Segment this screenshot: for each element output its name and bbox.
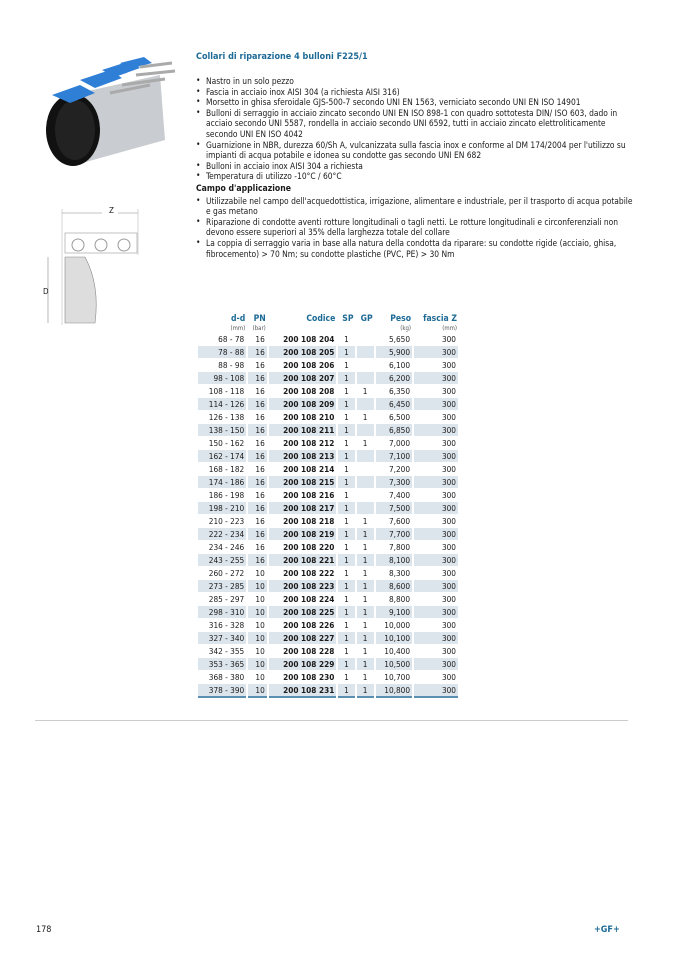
cell-codice: 200 108 231 — [269, 684, 337, 698]
table-row — [198, 372, 458, 384]
cell-gp: 1 — [357, 554, 374, 566]
cell-codice: 200 108 215 — [269, 476, 337, 488]
cell-fascia-z: 300 — [414, 554, 458, 566]
table-row — [198, 476, 458, 488]
cell-fascia-z: 300 — [441, 594, 456, 604]
cell-fascia-z: 300 — [441, 360, 456, 370]
cell-codice: 200 108 220 — [283, 542, 335, 552]
cell-peso: 5,900 — [376, 346, 412, 358]
cell-sp: 1 — [344, 412, 349, 422]
col-header-codice: Codice — [306, 314, 336, 324]
table-row — [198, 645, 458, 657]
cell-fascia-z: 300 — [414, 606, 458, 618]
table-row — [198, 593, 458, 605]
table-row — [198, 632, 458, 644]
col-header-gp: GP — [360, 314, 373, 324]
cell-gp: 1 — [357, 528, 374, 540]
cell-codice: 200 108 226 — [283, 620, 335, 630]
cell-sp: 1 — [338, 346, 354, 358]
cell-peso: 10,100 — [376, 632, 412, 644]
cell-dd: 162 - 174 — [198, 450, 246, 462]
cell-sp: 1 — [338, 632, 354, 644]
cell-codice: 200 108 208 — [283, 386, 335, 396]
table-row — [198, 671, 458, 683]
cell-pn: 10 — [255, 620, 265, 630]
cell-dd: 186 - 198 — [208, 490, 245, 500]
cell-pn: 16 — [248, 502, 267, 514]
cell-peso: 8,300 — [388, 568, 411, 578]
cell-fascia-z: 300 — [441, 516, 456, 526]
cell-pn: 16 — [255, 542, 265, 552]
cell-gp — [357, 489, 374, 501]
cell-dd: 260 - 272 — [208, 568, 245, 578]
table-row — [198, 489, 458, 501]
cell-gp: 1 — [357, 580, 374, 592]
feature-item: • Guarnizione in NBR, durezza 60/Sh A, vulcanizzata sulla fascia inox e conforme al DM 174/2004 per l'utilizzo su impianti di acqua potabile e idonea su condotte gas secondo UNI EN 682 — [196, 140, 636, 161]
cell-sp: 1 — [344, 568, 349, 578]
cell-fascia-z: 300 — [441, 490, 456, 500]
cell-sp: 1 — [344, 542, 349, 552]
header-row — [198, 314, 458, 324]
cell-dd: 316 - 328 — [208, 620, 245, 630]
feature-item: • Nastro in un solo pezzo — [196, 76, 636, 87]
cell-gp — [357, 450, 374, 462]
cell-peso: 7,200 — [388, 464, 411, 474]
feature-item: • Bulloni in acciaio inox AISI 304 a richiesta — [196, 161, 636, 172]
cell-codice: 200 108 223 — [269, 580, 337, 592]
cell-gp — [357, 346, 374, 358]
cell-codice: 200 108 224 — [283, 594, 335, 604]
col-header-pn: PN — [253, 314, 266, 324]
cell-fascia-z: 300 — [441, 542, 456, 552]
table-row — [198, 450, 458, 462]
product-photo — [40, 55, 180, 175]
cell-sp: 1 — [338, 476, 354, 488]
table-row — [198, 463, 458, 475]
feature-item: • Fascia in acciaio inox AISI 304 (a richiesta AISI 316) — [196, 87, 636, 98]
table-row — [198, 424, 458, 436]
cell-pn: 16 — [255, 360, 265, 370]
cell-sp: 1 — [338, 554, 354, 566]
cell-dd: 222 - 234 — [198, 528, 246, 540]
cell-peso: 10,500 — [376, 658, 412, 670]
cell-pn: 10 — [255, 646, 265, 656]
feature-item: • Morsetto in ghisa sferoidale GJS-500-7 secondo UNI EN 1563, verniciato secondo UNI EN ISO 14901 — [196, 97, 636, 108]
cell-pn: 10 — [248, 684, 267, 698]
divider — [35, 720, 628, 721]
cell-gp — [357, 372, 374, 384]
cell-peso: 7,000 — [388, 438, 411, 448]
col-unit-dd: (mm) — [230, 325, 246, 332]
cell-gp: 1 — [362, 646, 368, 656]
cell-gp: 1 — [357, 632, 374, 644]
table-row — [198, 541, 458, 553]
col-header-peso: Peso — [390, 314, 412, 324]
cell-codice: 200 108 214 — [283, 464, 335, 474]
cell-dd: 298 - 310 — [198, 606, 246, 618]
table-row — [198, 437, 458, 449]
cell-peso: 5,650 — [388, 334, 411, 344]
dimension-z-label: Z — [109, 206, 114, 215]
cell-peso: 7,400 — [388, 490, 411, 500]
cell-fascia-z: 300 — [441, 334, 456, 344]
table-row — [198, 658, 458, 670]
cell-pn: 16 — [248, 476, 267, 488]
cell-pn: 10 — [248, 580, 267, 592]
cell-dd: 198 - 210 — [198, 502, 246, 514]
cell-gp: 1 — [362, 672, 368, 682]
table-row — [198, 359, 458, 371]
cell-dd: 210 - 223 — [208, 516, 245, 526]
cell-codice: 200 108 219 — [269, 528, 337, 540]
cell-gp: 1 — [362, 516, 368, 526]
table-row — [198, 398, 458, 410]
cell-sp: 1 — [344, 620, 349, 630]
table-row — [198, 411, 458, 423]
cell-codice: 200 108 209 — [269, 398, 337, 410]
table-row — [198, 385, 458, 397]
technical-drawing — [40, 205, 140, 325]
cell-sp: 1 — [344, 334, 349, 344]
page-number: 178 — [36, 925, 52, 935]
product-title: Collari di riparazione 4 bulloni F225/1 — [196, 52, 368, 62]
cell-peso: 7,300 — [376, 476, 412, 488]
cell-fascia-z: 300 — [414, 346, 458, 358]
col-unit-gp — [357, 325, 374, 332]
cell-fascia-z: 300 — [441, 672, 456, 682]
cell-fascia-z: 300 — [441, 386, 456, 396]
cell-fascia-z: 300 — [414, 684, 458, 698]
cell-sp: 1 — [338, 684, 354, 698]
cell-codice: 200 108 204 — [283, 334, 335, 344]
col-unit-sp — [338, 325, 354, 332]
cell-codice: 200 108 221 — [269, 554, 337, 566]
cell-dd: 98 - 108 — [198, 372, 246, 384]
cell-pn: 10 — [255, 594, 265, 604]
cell-pn: 10 — [248, 606, 267, 618]
cell-dd: 150 - 162 — [208, 438, 245, 448]
application-item: • Utilizzabile nel campo dell'acquedottistica, irrigazione, alimentare e industriale, per il trasporto di acqua potabile e gas metano — [196, 196, 636, 217]
cell-codice: 200 108 213 — [269, 450, 337, 462]
cell-fascia-z: 300 — [414, 476, 458, 488]
cell-dd: 168 - 182 — [208, 464, 245, 474]
cell-codice: 200 108 217 — [269, 502, 337, 514]
cell-gp — [357, 476, 374, 488]
cell-dd: 243 - 255 — [198, 554, 246, 566]
application-item: • La coppia di serraggio varia in base alla natura della condotta da riparare: su condotte rigide (acciaio, ghisa, fibrocemento) > 70 Nm; su condotte plastiche (PVC, PE) > 30 Nm — [196, 238, 636, 259]
col-header-dd: d-d — [230, 314, 246, 324]
cell-pn: 16 — [255, 464, 265, 474]
cell-peso: 6,200 — [376, 372, 412, 384]
cell-fascia-z: 300 — [441, 464, 456, 474]
feature-item: • Temperatura di utilizzo -10°C / 60°C — [196, 171, 636, 182]
cell-pn: 10 — [255, 568, 265, 578]
cell-fascia-z: 300 — [441, 568, 456, 578]
cell-peso: 7,700 — [376, 528, 412, 540]
cell-fascia-z: 300 — [441, 412, 456, 422]
cell-sp: 1 — [344, 360, 349, 370]
cell-fascia-z: 300 — [414, 398, 458, 410]
cell-peso: 6,450 — [376, 398, 412, 410]
cell-codice: 200 108 228 — [283, 646, 335, 656]
product-table — [196, 313, 460, 699]
cell-sp: 1 — [338, 580, 354, 592]
cell-pn: 16 — [248, 424, 267, 436]
feature-list — [196, 76, 636, 182]
cell-peso: 7,500 — [376, 502, 412, 514]
table-row — [198, 684, 458, 698]
cell-fascia-z: 300 — [414, 424, 458, 436]
cell-dd: 88 - 98 — [218, 360, 245, 370]
table-row — [198, 619, 458, 631]
cell-codice: 200 108 225 — [269, 606, 337, 618]
dimension-d-label: D — [43, 287, 49, 296]
application-item: • Riparazione di condotte aventi rotture longitudinali o tagli netti. Le rotture longitudinali e circonferenziali non devono essere superiori al 35% della larghezza totale del collare — [196, 217, 636, 238]
cell-fascia-z: 300 — [414, 658, 458, 670]
cell-codice: 200 108 229 — [269, 658, 337, 670]
cell-gp: 1 — [362, 542, 368, 552]
table-row — [198, 515, 458, 527]
cell-pn: 16 — [248, 528, 267, 540]
cell-dd: 68 - 78 — [218, 334, 245, 344]
cell-gp: 1 — [357, 684, 374, 698]
cell-codice: 200 108 207 — [269, 372, 337, 384]
cell-gp: 1 — [362, 386, 368, 396]
cell-peso: 9,100 — [376, 606, 412, 618]
cell-peso: 6,350 — [388, 386, 411, 396]
cell-gp: 1 — [362, 594, 368, 604]
cell-dd: 126 - 138 — [208, 412, 245, 422]
feature-item: • Bulloni di serraggio in acciaio zincato secondo UNI EN ISO 898-1 con quadro sottotesta DIN/ ISO 603, dado in acciaio secondo UNI 5587, rondella in acciaio secondo UNI 6592, tutti in acciaio zincato elettroliticamente secondo UNI EN ISO 4042 — [196, 108, 636, 140]
cell-dd: 285 - 297 — [208, 594, 245, 604]
cell-peso: 7,800 — [388, 542, 411, 552]
cell-peso: 10,000 — [384, 620, 411, 630]
cell-pn: 16 — [248, 398, 267, 410]
cell-sp: 1 — [338, 424, 354, 436]
cell-gp — [357, 398, 374, 410]
cell-fascia-z: 300 — [414, 528, 458, 540]
cell-gp — [357, 333, 374, 345]
cell-pn: 16 — [255, 334, 265, 344]
cell-dd: 174 - 186 — [198, 476, 246, 488]
cell-codice: 200 108 210 — [283, 412, 335, 422]
col-header-fascia-z: fascia Z — [423, 314, 457, 324]
cell-peso: 10,800 — [376, 684, 412, 698]
table-row — [198, 346, 458, 358]
cell-codice: 200 108 227 — [269, 632, 337, 644]
cell-sp: 1 — [344, 464, 349, 474]
cell-sp: 1 — [344, 672, 349, 682]
cell-pn: 16 — [255, 516, 265, 526]
cell-pn: 16 — [248, 554, 267, 566]
cell-sp: 1 — [344, 646, 349, 656]
cell-pn: 16 — [255, 412, 265, 422]
cell-pn: 16 — [248, 346, 267, 358]
cell-peso: 8,800 — [388, 594, 411, 604]
cell-peso: 7,100 — [376, 450, 412, 462]
cell-dd: 234 - 246 — [208, 542, 245, 552]
cell-sp: 1 — [344, 594, 349, 604]
table-row — [198, 333, 458, 345]
cell-dd: 114 - 126 — [198, 398, 246, 410]
cell-codice: 200 108 206 — [283, 360, 335, 370]
cell-peso: 6,500 — [388, 412, 411, 422]
cell-sp: 1 — [344, 386, 349, 396]
cell-pn: 16 — [248, 372, 267, 384]
cell-gp: 1 — [357, 606, 374, 618]
cell-gp — [357, 463, 374, 475]
cell-gp — [357, 359, 374, 371]
table-row — [198, 567, 458, 579]
cell-dd: 138 - 150 — [198, 424, 246, 436]
cell-pn: 10 — [255, 672, 265, 682]
cell-codice: 200 108 205 — [269, 346, 337, 358]
cell-codice: 200 108 222 — [283, 568, 335, 578]
col-unit-codice — [269, 325, 337, 332]
cell-pn: 10 — [248, 632, 267, 644]
cell-fascia-z: 300 — [414, 450, 458, 462]
cell-pn: 10 — [248, 658, 267, 670]
cell-sp: 1 — [338, 528, 354, 540]
cell-dd: 108 - 118 — [208, 386, 245, 396]
cell-gp: 1 — [362, 620, 368, 630]
cell-sp: 1 — [338, 658, 354, 670]
col-header-sp: SP — [342, 314, 354, 324]
cell-fascia-z: 300 — [414, 502, 458, 514]
cell-peso: 7,600 — [388, 516, 411, 526]
cell-gp — [357, 424, 374, 436]
cell-peso: 10,700 — [384, 672, 411, 682]
col-unit-pn: (bar) — [252, 325, 266, 332]
cell-dd: 273 - 285 — [198, 580, 246, 592]
col-unit-fascia-z: (mm) — [442, 325, 457, 332]
table-row — [198, 554, 458, 566]
cell-codice: 200 108 230 — [283, 672, 335, 682]
cell-fascia-z: 300 — [414, 580, 458, 592]
cell-gp: 1 — [357, 658, 374, 670]
cell-pn: 16 — [255, 438, 265, 448]
table-row — [198, 528, 458, 540]
application-list — [196, 196, 636, 260]
table-row — [198, 502, 458, 514]
cell-sp: 1 — [338, 502, 354, 514]
table-row — [198, 606, 458, 618]
cell-fascia-z: 300 — [441, 438, 456, 448]
gf-logo: +GF+ — [594, 925, 620, 935]
cell-peso: 8,600 — [376, 580, 412, 592]
cell-peso: 6,850 — [376, 424, 412, 436]
cell-fascia-z: 300 — [441, 646, 456, 656]
cell-fascia-z: 300 — [414, 632, 458, 644]
cell-peso: 8,100 — [376, 554, 412, 566]
cell-dd: 353 - 365 — [198, 658, 246, 670]
cell-fascia-z: 300 — [414, 372, 458, 384]
cell-sp: 1 — [338, 450, 354, 462]
cell-peso: 6,100 — [388, 360, 411, 370]
table-row — [198, 580, 458, 592]
description — [196, 76, 636, 259]
cell-dd: 368 - 380 — [208, 672, 245, 682]
cell-gp: 1 — [362, 568, 368, 578]
application-heading: Campo d'applicazione — [196, 183, 291, 194]
cell-dd: 342 - 355 — [208, 646, 245, 656]
cell-dd: 327 - 340 — [198, 632, 246, 644]
cell-codice: 200 108 211 — [269, 424, 337, 436]
cell-peso: 10,400 — [384, 646, 411, 656]
cell-gp: 1 — [362, 412, 368, 422]
cell-pn: 16 — [255, 490, 265, 500]
cell-sp: 1 — [344, 516, 349, 526]
cell-codice: 200 108 216 — [283, 490, 335, 500]
units-row — [198, 325, 458, 332]
cell-sp: 1 — [344, 438, 349, 448]
col-unit-peso: (kg) — [400, 325, 412, 332]
cell-pn: 16 — [255, 386, 265, 396]
cell-fascia-z: 300 — [441, 620, 456, 630]
cell-sp: 1 — [338, 606, 354, 618]
cell-codice: 200 108 212 — [283, 438, 335, 448]
cell-sp: 1 — [338, 372, 354, 384]
cell-dd: 78 - 88 — [198, 346, 246, 358]
cell-gp — [357, 502, 374, 514]
cell-gp: 1 — [362, 438, 368, 448]
cell-dd: 378 - 390 — [198, 684, 246, 698]
cell-sp: 1 — [338, 398, 354, 410]
cell-codice: 200 108 218 — [283, 516, 335, 526]
cell-pn: 16 — [248, 450, 267, 462]
cell-sp: 1 — [344, 490, 349, 500]
